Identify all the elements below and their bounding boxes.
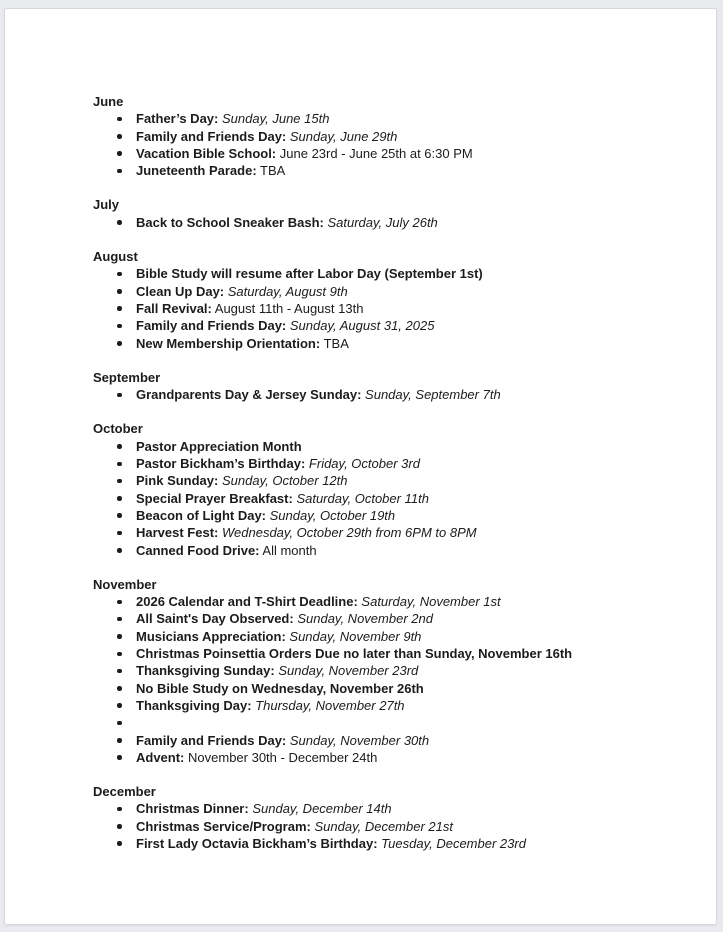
event-value: Sunday, November 23rd [278,663,419,679]
event-list [93,386,676,403]
event-label: Juneteenth Parade: [136,163,257,179]
event-item [93,628,676,645]
event-label: Fall Revival: [136,300,212,316]
event-item [93,697,676,714]
event-item [93,145,676,162]
event-value: June 23rd - June 25th at 6:30 PM [279,145,473,161]
event-item [93,317,676,334]
event-label: Pink Sunday: [136,473,219,489]
event-item [93,818,676,835]
event-list [93,110,676,179]
event-list [93,438,676,559]
event-value: November 30th - December 24th [188,749,378,765]
month-heading: December [93,784,156,800]
event-item [93,610,676,627]
event-item [93,542,676,559]
month-section [93,93,676,179]
event-value: Sunday, December 21st [314,818,453,834]
event-item [93,645,676,662]
event-list [93,214,676,231]
event-item [93,386,676,403]
event-label: Thanksgiving Sunday: [136,663,275,679]
event-value: August 11th - August 13th [214,300,364,316]
event-value: Sunday, June 15th [222,111,330,127]
event-value: Sunday, October 19th [269,507,396,523]
event-item [93,680,676,697]
event-item [93,455,676,472]
event-item [93,472,676,489]
month-section [93,783,676,852]
event-item [93,749,676,766]
event-item [93,438,676,455]
event-label: First Lady Octavia Bickham’s Birthday: [136,835,378,851]
event-item [93,732,676,749]
event-label: Back to School Sneaker Bash: [136,214,324,230]
event-label: No Bible Study on Wednesday, November 26th [136,680,424,696]
month-heading: July [93,197,120,213]
calendar-content [93,93,676,852]
event-item [93,128,676,145]
event-value: Sunday, November 30th [289,732,430,748]
event-label: Christmas Poinsettia Orders Due no later than Sunday, November 16th [136,646,573,662]
event-label: Pastor Appreciation Month [136,438,302,454]
event-label: 2026 Calendar and T-Shirt Deadline: [136,594,358,610]
event-value: Sunday, November 9th [289,628,422,644]
event-item [93,162,676,179]
event-value: Sunday, October 12th [221,473,348,489]
event-label: Canned Food Drive: [136,542,260,558]
month-heading: November [93,576,157,592]
event-value: Saturday, August 9th [227,283,348,299]
month-heading: August [93,249,138,265]
event-item [93,300,676,317]
event-item [93,835,676,852]
event-item [93,800,676,817]
event-label: All Saint's Day Observed: [136,611,294,627]
event-label: Musicians Appreciation: [136,628,286,644]
month-section [93,196,676,231]
event-label: Father’s Day: [136,111,219,127]
event-list [93,800,676,852]
event-value: Thursday, November 27th [255,697,405,713]
event-item [93,524,676,541]
event-value: Tuesday, December 23rd [381,835,526,851]
event-value: Saturday, July 26th [327,214,438,230]
document-page [4,8,717,925]
month-heading: September [93,369,161,385]
month-heading: June [93,94,124,109]
event-value: Wednesday, October 29th from 6PM to 8PM [222,525,477,541]
event-value: Sunday, December 14th [252,801,392,817]
event-item [93,593,676,610]
month-section [93,248,676,352]
event-label: Family and Friends Day: [136,732,287,748]
month-section [93,369,676,404]
event-item [93,265,676,282]
event-value: Friday, October 3rd [308,456,420,472]
event-label: Family and Friends Day: [136,128,287,144]
event-list [93,265,676,351]
event-label: Clean Up Day: [136,283,225,299]
event-value: TBA [260,163,286,179]
month-section [93,420,676,558]
event-label: New Membership Orientation: [136,335,321,351]
event-label: Christmas Dinner: [136,801,249,817]
event-label: Advent: [136,749,185,765]
event-label: Christmas Service/Program: [136,818,311,834]
event-value: TBA [323,335,349,351]
event-item [93,507,676,524]
event-label: Family and Friends Day: [136,318,287,334]
event-label: Vacation Bible School: [136,145,277,161]
event-item [93,283,676,300]
event-value: Sunday, November 2nd [297,611,433,627]
event-item [93,335,676,352]
event-label: Bible Study will resume after Labor Day (September 1st) [136,266,483,282]
event-value: Saturday, November 1st [361,594,501,610]
event-label: Special Prayer Breakfast: [136,490,293,506]
event-label: Beacon of Light Day: [136,507,267,523]
month-section [93,576,676,766]
event-value: Saturday, October 11th [296,490,429,506]
event-label: Grandparents Day & Jersey Sunday: [136,387,362,403]
event-value: All month [262,542,317,558]
event-item [93,490,676,507]
event-value: Sunday, September 7th [365,387,501,403]
event-item [93,714,676,731]
event-label: Harvest Fest: [136,525,219,541]
event-item [93,662,676,679]
event-item [93,110,676,127]
event-label: Pastor Bickham’s Birthday: [136,456,306,472]
event-label: Thanksgiving Day: [136,697,252,713]
event-value: Sunday, June 29th [289,128,398,144]
event-list [93,593,676,766]
month-heading: October [93,421,143,437]
event-value: Sunday, August 31, 2025 [289,318,435,334]
event-item [93,214,676,231]
